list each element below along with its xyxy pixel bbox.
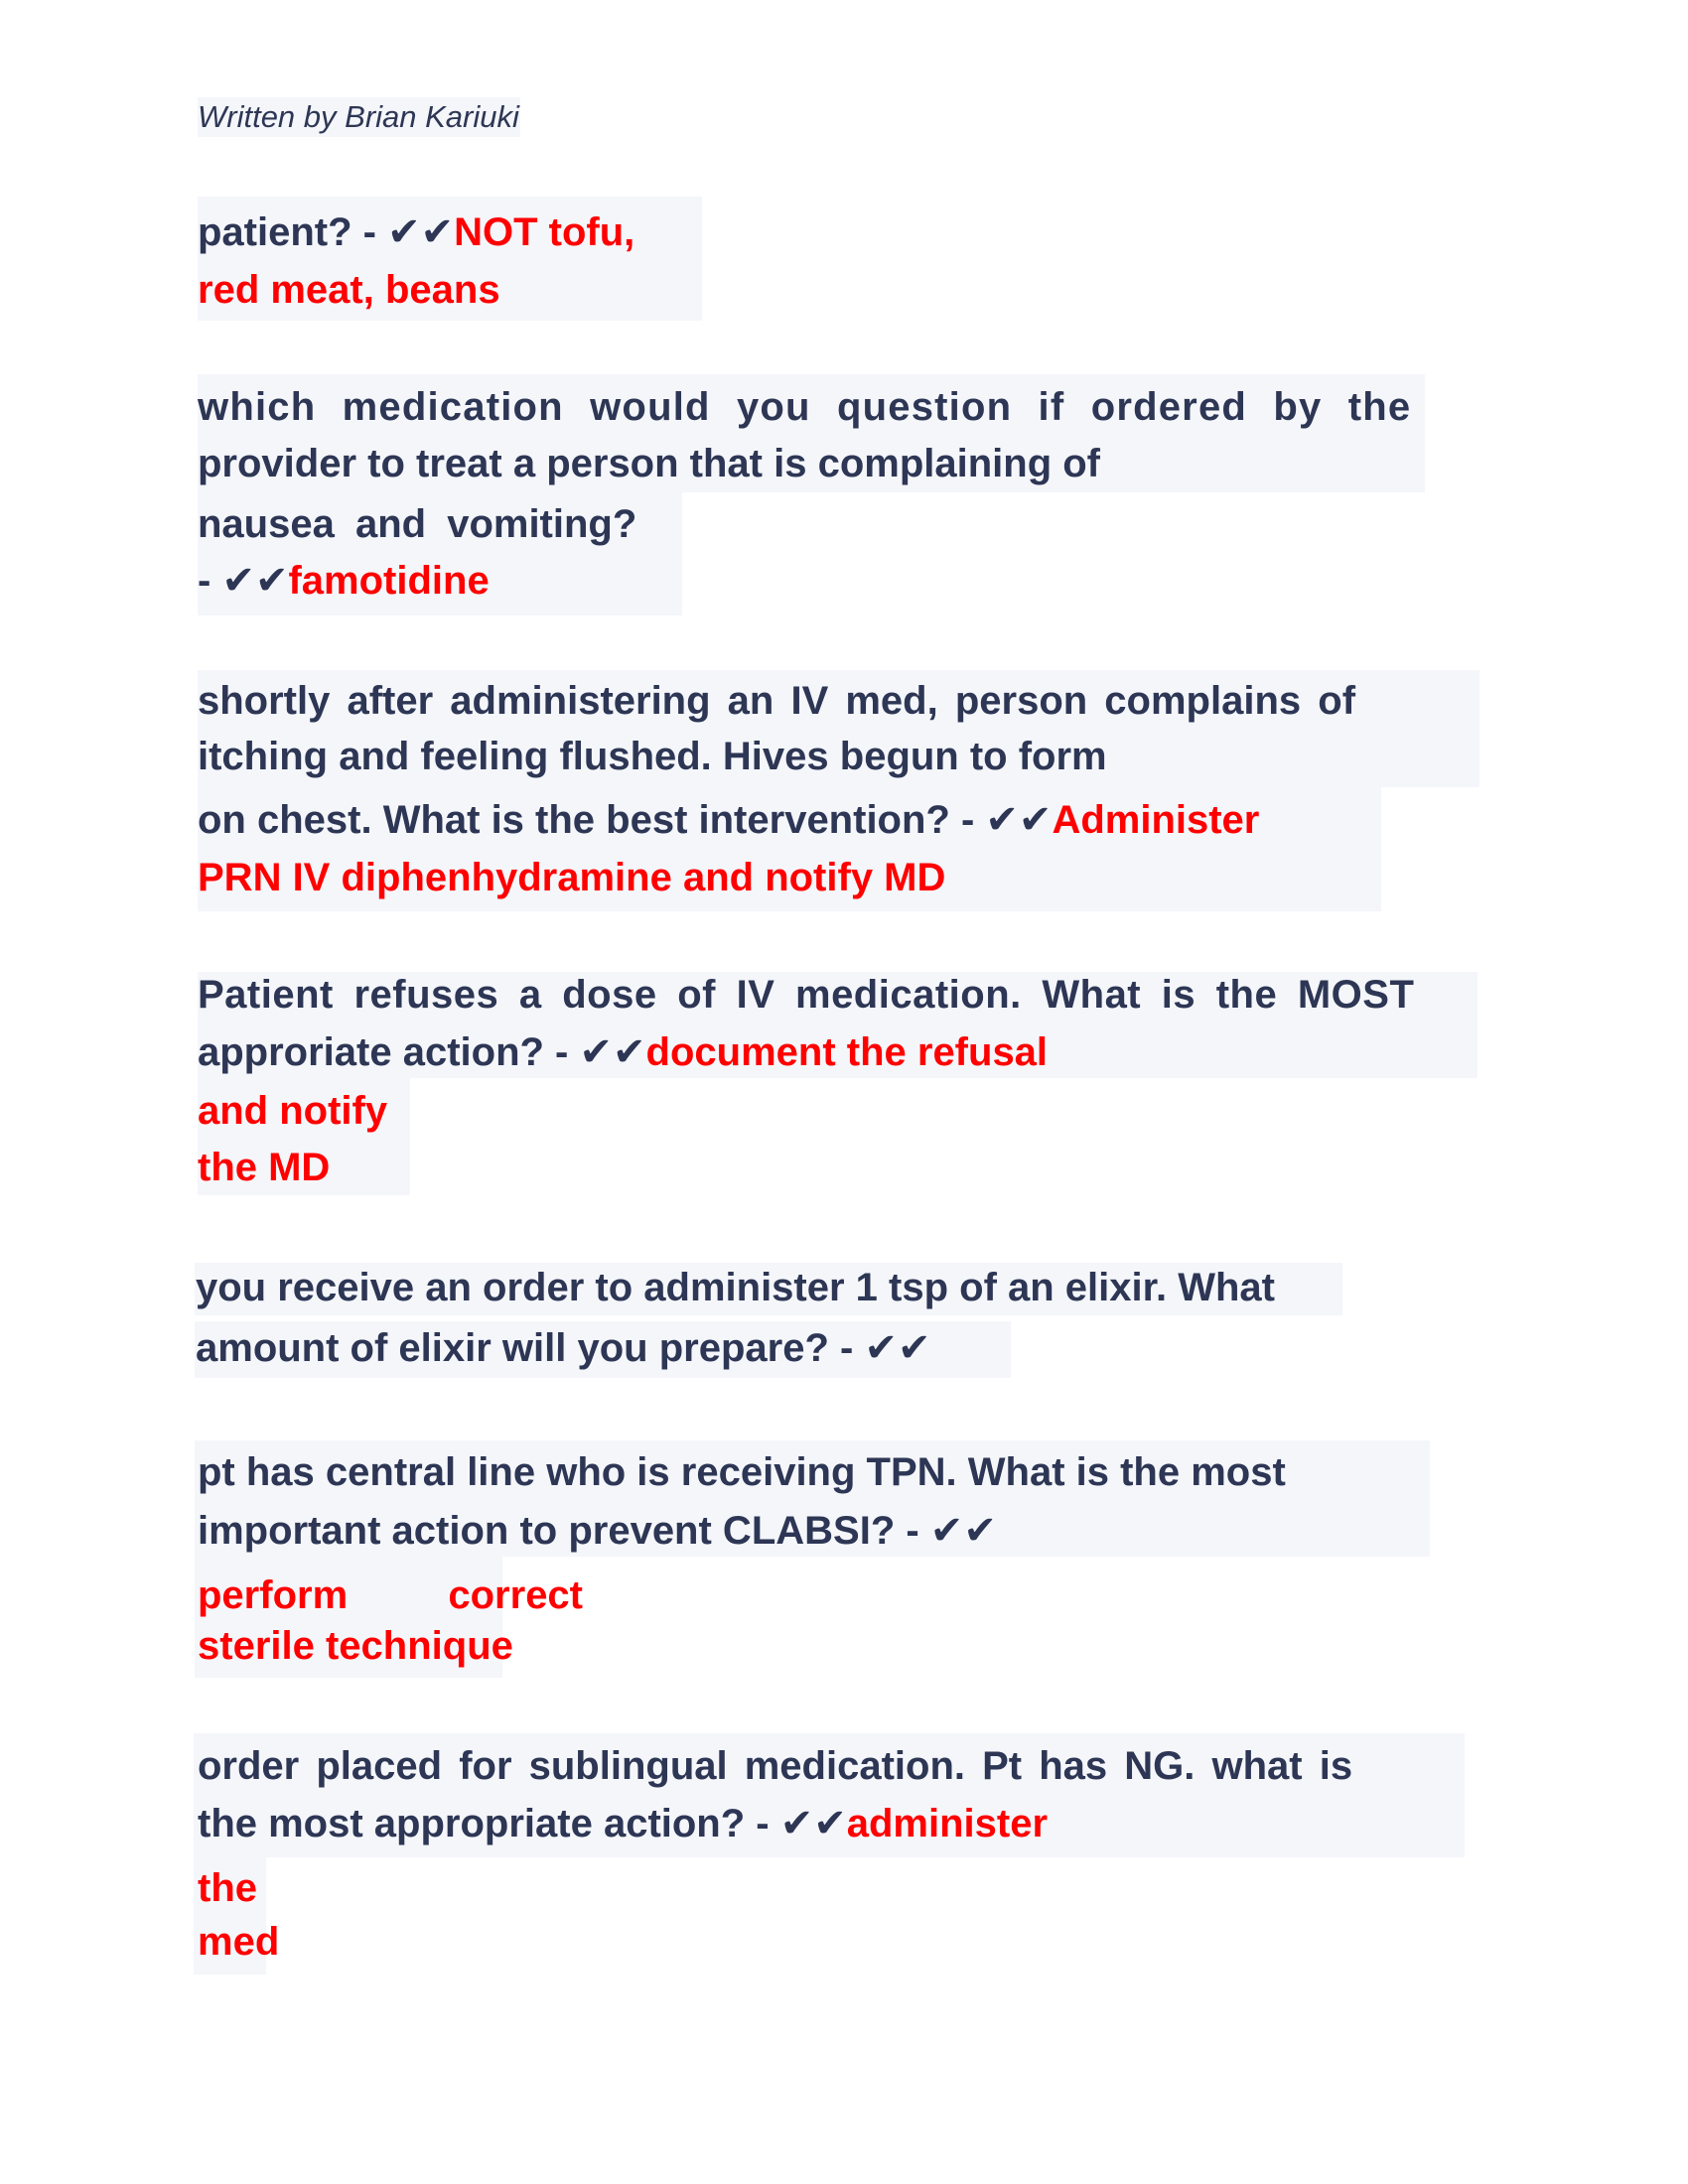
qa-item-5-line-1: you receive an order to administer 1 tsp of an elixir. What bbox=[196, 1266, 1275, 1309]
double-check-icon: ✔✔ bbox=[387, 209, 455, 255]
question-text: important action to prevent CLABSI? - bbox=[198, 1509, 930, 1553]
double-check-icon: ✔✔ bbox=[864, 1325, 931, 1371]
qa-item-7-line-4: med bbox=[198, 1920, 280, 1964]
qa-item-6-line-2 bbox=[198, 1508, 997, 1554]
qa-item-2-line-2: provider to treat a person that is complaining of bbox=[198, 442, 1101, 485]
double-check-icon: ✔✔ bbox=[929, 1508, 997, 1554]
qa-item-2-line-4 bbox=[198, 558, 490, 604]
qa-item-6-line-1: pt has central line who is receiving TPN. What is the most bbox=[198, 1450, 1286, 1494]
qa-item-3-line-2: itching and feeling flushed. Hives begun to form bbox=[198, 735, 1107, 778]
question-text: amount of elixir will you prepare? - bbox=[196, 1326, 865, 1370]
qa-item-7-line-3: the bbox=[198, 1866, 257, 1910]
answer-word: correct bbox=[448, 1573, 583, 1617]
question-text: - bbox=[198, 559, 222, 603]
double-check-icon: ✔✔ bbox=[579, 1029, 646, 1075]
question-text: approriate action? - bbox=[198, 1030, 580, 1074]
qa-item-3-line-1: shortly after administering an IV med, person complains of bbox=[198, 679, 1356, 723]
qa-item-4-line-3: and notify bbox=[198, 1089, 388, 1133]
qa-item-7-line-2 bbox=[198, 1801, 1049, 1846]
double-check-icon: ✔✔ bbox=[221, 558, 289, 604]
qa-item-5-line-2 bbox=[196, 1325, 931, 1371]
qa-item-2-line-3: nausea and vomiting? bbox=[198, 502, 637, 546]
double-check-icon: ✔✔ bbox=[985, 797, 1053, 843]
question-text: which medication would you question if ordered by the bbox=[198, 385, 1412, 429]
answer-text: famotidine bbox=[288, 559, 490, 603]
qa-item-2-line-1 bbox=[198, 387, 1423, 427]
qa-item-7-line-1: order placed for sublingual medication. Pt has NG. what is bbox=[198, 1744, 1353, 1788]
qa-item-6-line-3 bbox=[198, 1575, 583, 1615]
answer-word: perform bbox=[198, 1573, 349, 1617]
question-text: the most appropriate action? - bbox=[198, 1802, 780, 1845]
question-text: on chest. What is the best intervention? - bbox=[198, 798, 986, 842]
qa-item-4-line-2 bbox=[198, 1029, 1049, 1075]
question-text: patient? - bbox=[198, 210, 388, 254]
qa-item-3-line-4: PRN IV diphenhydramine and notify MD bbox=[198, 856, 946, 899]
qa-item-4-line-4: the MD bbox=[198, 1146, 331, 1189]
qa-item-6-line-4: sterile technique bbox=[198, 1624, 513, 1668]
author-byline: Written by Brian Kariuki bbox=[198, 97, 520, 137]
answer-text: administer bbox=[846, 1802, 1049, 1845]
qa-item-1-line-1 bbox=[198, 209, 635, 255]
qa-item-4-line-1: Patient refuses a dose of IV medication. What is the MOST bbox=[198, 973, 1415, 1017]
answer-text: NOT tofu, bbox=[454, 210, 635, 254]
qa-item-3-line-3 bbox=[198, 797, 1260, 843]
answer-text: document the refusal bbox=[645, 1030, 1049, 1074]
answer-text: Administer bbox=[1052, 798, 1260, 842]
qa-item-1-line-2: red meat, beans bbox=[198, 268, 500, 312]
double-check-icon: ✔✔ bbox=[779, 1801, 847, 1846]
